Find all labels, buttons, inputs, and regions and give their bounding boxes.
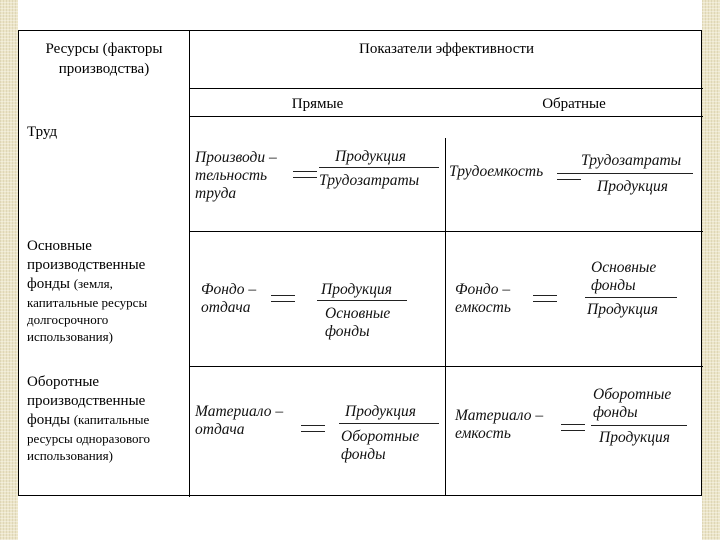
row-divider-2 [189, 366, 703, 367]
fixed-inverse-name-line2: емкость [455, 299, 511, 316]
header-inverse: Обратные [542, 96, 606, 112]
labor-inverse-denominator: Продукция [597, 178, 668, 195]
working-direct-name-line2: отдача [195, 421, 245, 438]
header-direct: Прямые [291, 96, 344, 112]
working-direct-numerator: Продукция [345, 403, 416, 420]
fixed-direct-denominator [325, 305, 390, 341]
working-direct-denominator [341, 428, 419, 464]
labor-inverse-name: Трудоемкость [449, 163, 544, 180]
working-direct-fraction-bar [339, 423, 439, 424]
fixed-inverse-equals-sign [533, 295, 557, 302]
fixed-direct-equals-sign [271, 295, 295, 302]
fixed-assets-note-inline: (земля, [73, 276, 113, 291]
working-inverse-denominator: Продукция [599, 429, 670, 446]
cell-border-fixed-direct [189, 232, 190, 366]
labor-direct-denominator: Трудозатраты [319, 172, 420, 189]
fixed-inverse-numerator [591, 259, 656, 295]
working-assets-note-line1: ресурсы одноразового [27, 431, 151, 446]
fixed-inverse-name [455, 281, 511, 317]
working-assets-title-line1: Оборотные [27, 374, 100, 390]
header-resources [19, 39, 189, 79]
labor-direct-name-line2: тельность [195, 167, 268, 184]
labor-inverse-numerator: Трудозатраты [581, 152, 682, 169]
fixed-assets-note-line2: долгосрочного [27, 312, 109, 327]
working-assets-note-line2: использования) [27, 448, 113, 463]
working-assets-note-inline: (капитальные [73, 412, 150, 427]
labor-inverse-equals-sign [557, 173, 581, 180]
fixed-assets-title-line1: Основные [27, 238, 92, 254]
fixed-inverse-numerator-line1: Основные [591, 259, 657, 276]
cell-border-fixed-inverse [445, 232, 446, 366]
labor-direct-name-line3: труда [195, 185, 237, 202]
working-direct-denominator-line1: Оборотные [341, 428, 420, 445]
cell-border-labor-inverse [445, 138, 446, 231]
working-inverse-numerator-line1: Оборотные [593, 386, 672, 403]
fixed-assets-title-word: фонды [27, 276, 70, 292]
working-inverse-name [455, 407, 543, 443]
working-direct-name-line1: Материало – [195, 403, 284, 420]
working-assets-title-line2: производственные [27, 393, 146, 409]
working-assets-title-line3 [27, 411, 187, 430]
header-subdivider [189, 88, 703, 89]
working-direct-equals-sign [301, 425, 325, 432]
cell-border-working-inverse [445, 367, 446, 495]
resource-working-assets [27, 373, 187, 464]
fixed-direct-denominator-line1: Основные [325, 305, 391, 322]
header-resources-label: Ресурсы (факторы производства) [45, 41, 163, 77]
fixed-inverse-numerator-line2: фонды [591, 277, 636, 294]
fixed-assets-title-line2: производственные [27, 257, 146, 273]
efficiency-table [18, 30, 702, 496]
labor-direct-fraction-bar [319, 167, 439, 168]
working-inverse-name-line2: емкость [455, 425, 511, 442]
header-indicators: Показатели эффективности [359, 41, 534, 57]
labor-direct-equals-sign [293, 171, 317, 178]
fixed-assets-note-line3: использования) [27, 329, 113, 344]
resource-fixed-assets [27, 237, 187, 345]
fixed-assets-title-line3 [27, 275, 187, 294]
fixed-inverse-fraction-bar [585, 297, 677, 298]
labor-direct-name [195, 149, 277, 203]
resource-labor: Труд [27, 124, 58, 140]
document-page [18, 0, 702, 540]
labor-direct-name-line1: Производи – [195, 149, 277, 166]
fixed-inverse-name-line1: Фондо – [455, 281, 511, 298]
cell-border-labor-direct [189, 138, 190, 231]
working-direct-name [195, 403, 283, 439]
header-bottom-line [189, 116, 703, 117]
labor-direct-numerator: Продукция [335, 148, 406, 165]
working-inverse-numerator [593, 386, 671, 422]
fixed-direct-fraction-bar [317, 300, 407, 301]
working-inverse-fraction-bar [591, 425, 687, 426]
working-direct-denominator-line2: фонды [341, 446, 386, 463]
labor-inverse-fraction-bar [581, 173, 693, 174]
cell-border-working-direct [189, 367, 190, 495]
working-inverse-name-line1: Материало – [455, 407, 544, 424]
row-divider-1 [189, 231, 703, 232]
fixed-direct-denominator-line2: фонды [325, 323, 370, 340]
fixed-direct-name-line2: отдача [201, 299, 251, 316]
working-inverse-numerator-line2: фонды [593, 404, 638, 421]
working-assets-title-word: фонды [27, 412, 70, 428]
fixed-direct-numerator: Продукция [321, 281, 392, 298]
fixed-assets-note-line1: капитальные ресурсы [27, 295, 148, 310]
working-inverse-equals-sign [561, 424, 585, 431]
fixed-direct-name [201, 281, 256, 317]
fixed-inverse-denominator: Продукция [587, 301, 658, 318]
fixed-direct-name-line1: Фондо – [201, 281, 257, 298]
